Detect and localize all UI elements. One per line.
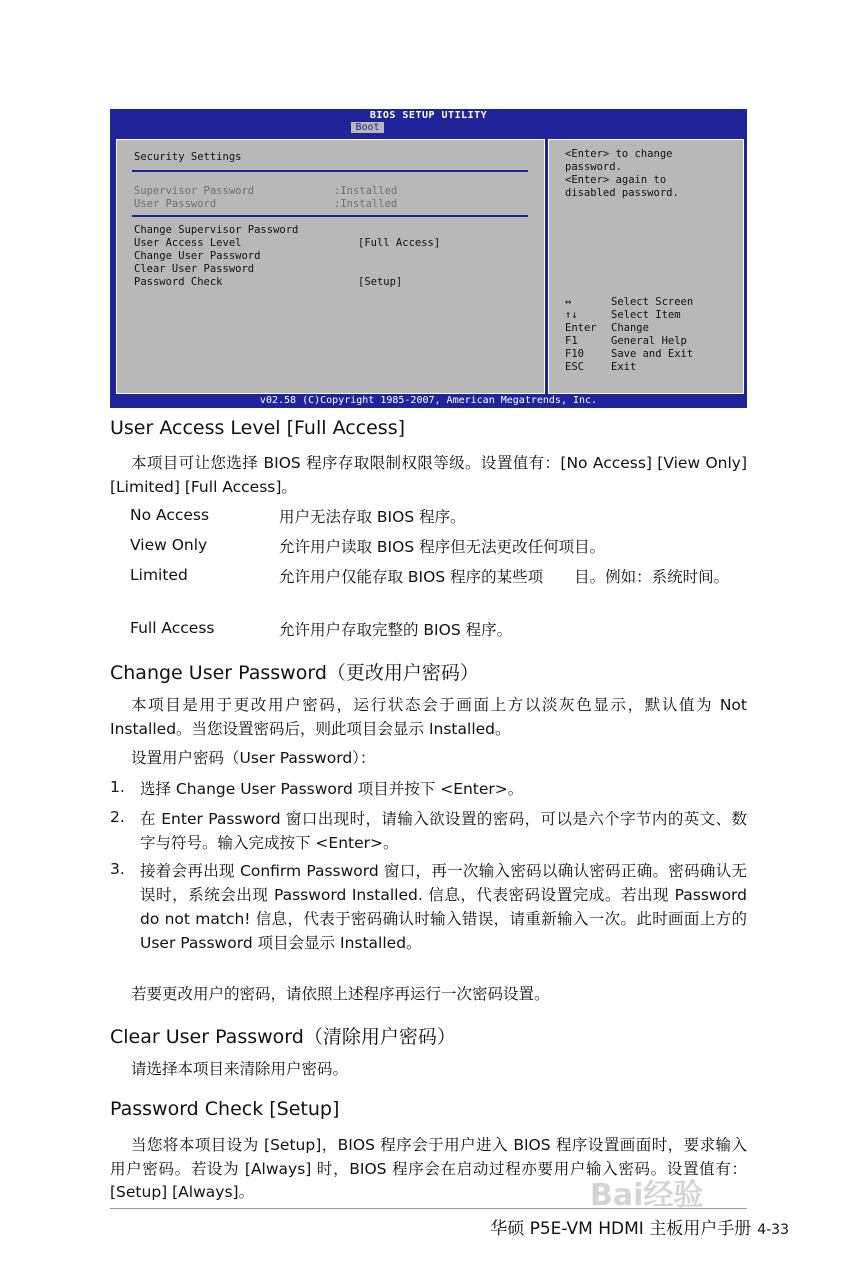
option-name: No Access xyxy=(130,506,210,524)
change-user-password-body: 本项目是用于更改用户密码，运行状态会于画面上方以淡灰色显示，默认值为 Not Installed。当您设置密码后，则此项目会显示 Installed。 xyxy=(110,696,747,738)
password-check-value[interactable]: [Setup] xyxy=(358,276,403,288)
bios-title: BIOS SETUP UTILITY xyxy=(369,110,488,121)
key-desc: Change xyxy=(611,322,649,334)
bios-help-panel xyxy=(546,137,746,396)
change-supervisor-password-item[interactable]: Change Supervisor Password xyxy=(134,224,299,236)
key-name: F1 xyxy=(565,335,578,347)
page-footer xyxy=(490,1214,789,1239)
step-number: 2. xyxy=(110,808,125,826)
step-number: 1. xyxy=(110,778,125,796)
option-name: Full Access xyxy=(130,619,215,637)
supervisor-password-label: Supervisor Password xyxy=(134,185,255,197)
key-desc: Select Screen xyxy=(611,296,694,308)
user-access-level-body: 本项目可让您选择 BIOS 程序存取限制权限等级。设置值有：[No Access] [View Only] [Limited] [Full Access]。 xyxy=(110,454,747,496)
option-name: View Only xyxy=(130,536,208,554)
up-down-arrows-icon: ↑↓ xyxy=(565,309,578,321)
clear-user-password-heading: Clear User Password（清除用户密码） xyxy=(110,1026,456,1048)
password-check-item[interactable]: Password Check xyxy=(134,276,223,288)
left-right-arrows-icon: ↔ xyxy=(565,296,572,308)
bios-divider xyxy=(132,215,528,217)
option-desc: 允许用户读取 BIOS 程序但无法更改任何项目。 xyxy=(279,538,606,556)
supervisor-password-status: :Installed xyxy=(334,185,398,197)
user-password-status: :Installed xyxy=(334,198,398,210)
user-access-level-value[interactable]: [Full Access] xyxy=(358,237,441,249)
bios-main-panel xyxy=(114,137,547,396)
step-number: 3. xyxy=(110,860,125,878)
help-line: <Enter> to change xyxy=(565,148,673,160)
password-check-heading: Password Check [Setup] xyxy=(110,1098,340,1120)
key-name: Enter xyxy=(565,322,597,334)
baidu-watermark: Bai经验 xyxy=(590,1178,704,1213)
set-user-password-subheading: 设置用户密码（User Password）： xyxy=(131,749,376,767)
bios-divider xyxy=(132,170,528,172)
step-text: 选择 Change User Password 项目并按下 <Enter>。 xyxy=(140,780,524,798)
bios-screenshot xyxy=(110,109,747,408)
change-password-note: 若要更改用户的密码，请依照上述程序再运行一次密码设置。 xyxy=(131,985,550,1003)
security-settings-heading: Security Settings xyxy=(134,151,242,163)
help-line: password. xyxy=(565,161,622,173)
key-name: ESC xyxy=(565,361,584,373)
key-desc: Save and Exit xyxy=(611,348,694,360)
key-desc: Exit xyxy=(611,361,637,373)
clear-user-password-item[interactable]: Clear User Password xyxy=(134,263,255,275)
bios-copyright: v02.58 (C)Copyright 1985-2007, American Megatrends, Inc. xyxy=(259,395,598,406)
user-access-level-heading: User Access Level [Full Access] xyxy=(110,417,406,439)
password-check-body: 当您将本项目设为 [Setup]，BIOS 程序会于用户进入 BIOS 程序设置画面时，要求输入用户密码。若设为 [Always] 时，BIOS 程序会在启动过程亦要用户输入密码。设置值有：[Setup] [Always]。 xyxy=(110,1136,747,1201)
help-line: <Enter> again to xyxy=(565,174,667,186)
option-desc: 允许用户仅能存取 BIOS 程序的某些项 目。例如：系统时间。 xyxy=(279,568,730,586)
option-desc: 用户无法存取 BIOS 程序。 xyxy=(279,508,466,526)
step-text: 接着会再出现 Confirm Password 窗口，再一次输入密码以确认密码正确。密码确认无误时，系统会出现 Password Installed. 信息，代表密码设置完成。若出现 Password do not match! 信息，代表于密码确认时输入错误，请重新输入一次。此时画面上方的 User Password 项目会显示 Installed。 xyxy=(140,862,747,952)
change-user-password-heading: Change User Password（更改用户密码） xyxy=(110,662,479,684)
clear-user-password-body: 请选择本项目来清除用户密码。 xyxy=(131,1060,349,1078)
key-name: F10 xyxy=(565,348,584,360)
change-user-password-item[interactable]: Change User Password xyxy=(134,250,261,262)
manual-title: 华硕 P5E-VM HDMI 主板用户手册 xyxy=(490,1219,752,1239)
option-desc: 允许用户存取完整的 BIOS 程序。 xyxy=(279,621,513,639)
help-line: disabled password. xyxy=(565,187,679,199)
option-name: Limited xyxy=(130,566,188,584)
key-desc: General Help xyxy=(611,335,687,347)
step-text: 在 Enter Password 窗口出现时，请输入欲设置的密码，可以是六个字节内的英文、数字与符号。输入完成按下 <Enter>。 xyxy=(140,810,747,852)
user-password-label: User Password xyxy=(134,198,217,210)
user-access-level-item[interactable]: User Access Level xyxy=(134,237,242,249)
page-number: 4-33 xyxy=(757,1222,789,1238)
bios-tab-boot[interactable]: Boot xyxy=(351,122,384,133)
key-desc: Select Item xyxy=(611,309,681,321)
